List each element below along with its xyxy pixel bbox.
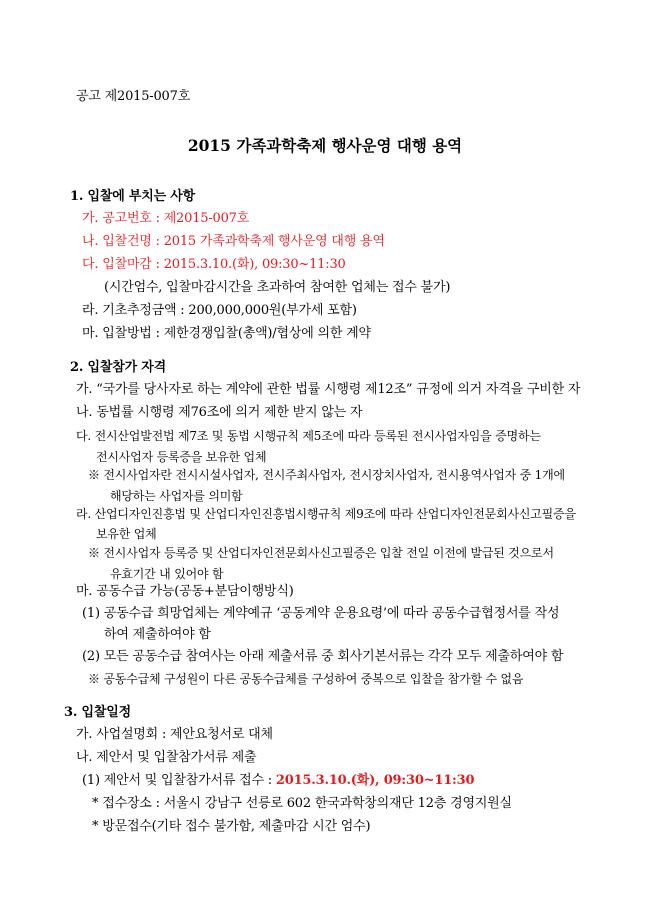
s2-note-consortium: ※ 공동수급체 구성원이 다른 공동수급체를 구성하여 중복으로 입찰을 참가할 수 없음 xyxy=(88,672,524,686)
s1-item-deadline: 다. 입찰마감 : 2015.3.10.(화), 09:30~11:30 xyxy=(82,257,346,272)
s2-item-ra: 라. 산업디자인진흥법 및 산업디자인진흥법시행규칙 제9조에 따라 산업디자인전문회사신고필증을 xyxy=(76,507,576,521)
s2-note-exhibition-cont: 해당하는 사업자를 의미함 xyxy=(110,489,243,503)
s2-item-ga: 가. “국가를 당사자로 하는 계약에 관한 법률 시행령 제12조” 규정에 의거 자격을 구비한 자 xyxy=(76,382,581,397)
s1-item-bid-method: 마. 입찰방법 : 제한경쟁입찰(총액)/협상에 의한 계약 xyxy=(82,326,371,341)
s2-item-da: 다. 전시산업발전법 제7조 및 동법 시행규칙 제5조에 따라 등록된 전시사업자임을 증명하는 xyxy=(76,429,541,443)
section1-heading: 1. 입찰에 부치는 사항 xyxy=(70,189,196,204)
s2-subitem-1-cont: 하여 제출하여야 함 xyxy=(104,627,211,642)
s3-item-submission: 나. 제안서 및 입찰참가서류 제출 xyxy=(76,750,257,765)
document-title: 2015 가족과학축제 행사운영 대행 용역 xyxy=(187,136,463,155)
s2-note-certificate-cont: 유효기간 내 있어야 함 xyxy=(110,567,224,581)
s2-item-ma: 마. 공동수급 가능(공동+분담이행방식) xyxy=(76,584,294,599)
section3-heading: 3. 입찰일정 xyxy=(64,705,131,720)
s2-note-certificate: ※ 전시사업자 등록증 및 산업디자인전문회사신고필증은 입찰 전일 이전에 발급된 것으로서 xyxy=(88,546,554,560)
s2-item-ra-cont: 보유한 업체 xyxy=(96,527,157,541)
s3-item-briefing: 가. 사업설명회 : 제안요청서로 대체 xyxy=(76,727,273,742)
s3-note-visit-only: * 방문접수(기타 접수 불가함, 제출마감 시간 엄수) xyxy=(92,819,371,834)
section2-heading: 2. 입찰참가 자격 xyxy=(70,360,166,375)
s2-subitem-1: (1) 공동수급 희망업체는 계약예규 ‘공동계약 운용요령’에 따라 공동수급협정서를 작성 xyxy=(82,606,560,621)
s2-item-na: 나. 동법률 시행령 제76조에 의거 제한 받지 않는 자 xyxy=(76,405,363,420)
s2-item-da-cont: 전시사업자 등록증을 보유한 업체 xyxy=(96,450,267,464)
s2-note-exhibition: ※ 전시사업자란 전시시설사업자, 전시주최사업자, 전시장치사업자, 전시용역사업자 중 1개에 xyxy=(88,468,565,482)
s1-item-bid-name: 나. 입찰건명 : 2015 가족과학축제 행사운영 대행 용역 xyxy=(82,234,385,249)
s1-item-estimated-amount: 라. 기초추정금액 : 200,000,000원(부가세 포함) xyxy=(82,303,357,318)
s3-reception-datetime: 2015.3.10.(화), 09:30~11:30 xyxy=(275,773,475,788)
s1-item-deadline-note: (시간엄수, 입찰마감시간을 초과하여 참여한 업체는 접수 불가) xyxy=(104,280,451,295)
s2-subitem-2: (2) 모든 공동수급 참여사는 아래 제출서류 중 회사기본서류는 각각 모두 제출하여야 함 xyxy=(82,649,564,664)
s1-item-notice-no: 가. 공고번호 : 제2015-007호 xyxy=(82,211,250,226)
s3-note-location: * 접수장소 : 서울시 강남구 선릉로 602 한국과학창의재단 12층 경영지원실 xyxy=(92,796,512,811)
s3-subitem-reception xyxy=(82,773,474,789)
notice-number: 공고 제2015-007호 xyxy=(76,89,191,104)
s3-reception-label: (1) 제안서 및 입찰참가서류 접수 : xyxy=(82,773,276,788)
